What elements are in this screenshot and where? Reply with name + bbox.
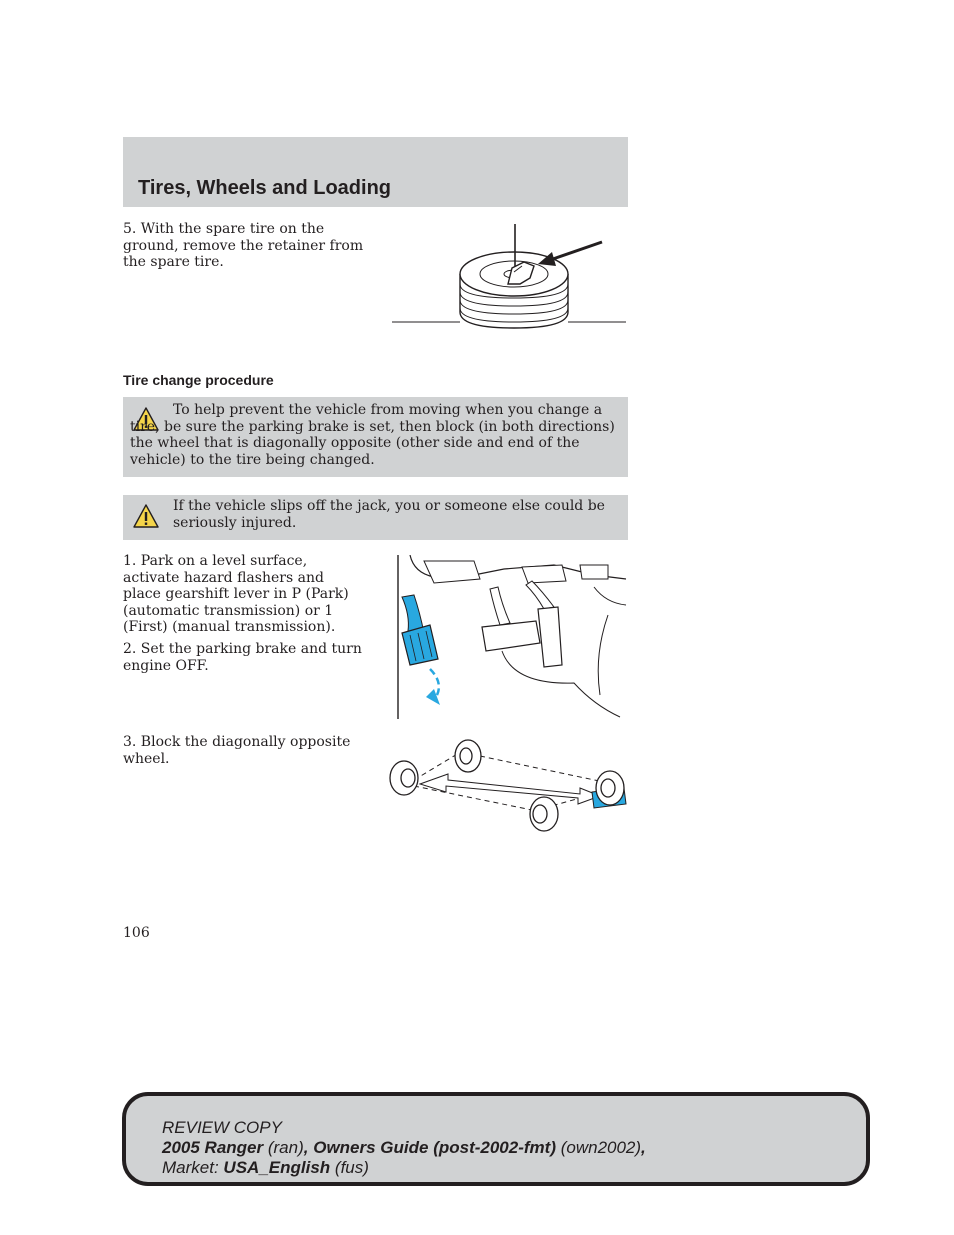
- warning-box: [123, 397, 628, 477]
- warning-triangle-icon: [133, 504, 159, 528]
- pedals-illustration: [394, 555, 630, 723]
- wheel-block-illustration: [384, 736, 630, 836]
- warning-text: To help prevent the vehicle from moving when you change a tire, be sure the parking brake is set, then block (in both directions) the wheel that is diagonally opposite (other side and end of the vehicle) to the tire being changed.: [130, 402, 615, 468]
- review-footer: [122, 1092, 870, 1186]
- footer-market-label: Market:: [162, 1158, 219, 1177]
- warning-box: [123, 495, 628, 540]
- step-2-text: 2. Set the parking brake and turn engine OFF.: [123, 641, 362, 674]
- footer-separator: ,: [641, 1138, 646, 1157]
- footer-market: USA_English: [223, 1158, 331, 1177]
- footer-market-line: [162, 1158, 369, 1178]
- section-heading: Tire change procedure: [123, 372, 274, 388]
- step-1-text: 1. Park on a level surface, activate hazard flashers and place gearshift lever in P (Park) (automatic transmission) or 1 (First) (manual transmission).: [123, 553, 349, 635]
- footer-guide-code: (own2002): [560, 1138, 642, 1157]
- page-title: Tires, Wheels and Loading: [138, 177, 392, 199]
- step-5-text: 5. With the spare tire on the ground, remove the retainer from the spare tire.: [123, 221, 364, 270]
- footer-separator: ,: [303, 1138, 314, 1157]
- step-3-text: 3. Block the diagonally opposite wheel.: [123, 734, 351, 767]
- footer-model-code: (ran): [267, 1138, 304, 1157]
- spare-tire-illustration: [390, 222, 630, 334]
- page-number: 106: [123, 925, 150, 941]
- footer-guide: Owners Guide (post-2002-fmt): [313, 1138, 556, 1157]
- footer-model: 2005 Ranger: [162, 1138, 264, 1157]
- footer-model-line: [162, 1138, 646, 1158]
- footer-market-code: (fus): [334, 1158, 369, 1177]
- footer-review-copy: REVIEW COPY: [162, 1118, 282, 1137]
- warning-text: If the vehicle slips off the jack, you or someone else could be seriously injured.: [173, 498, 605, 531]
